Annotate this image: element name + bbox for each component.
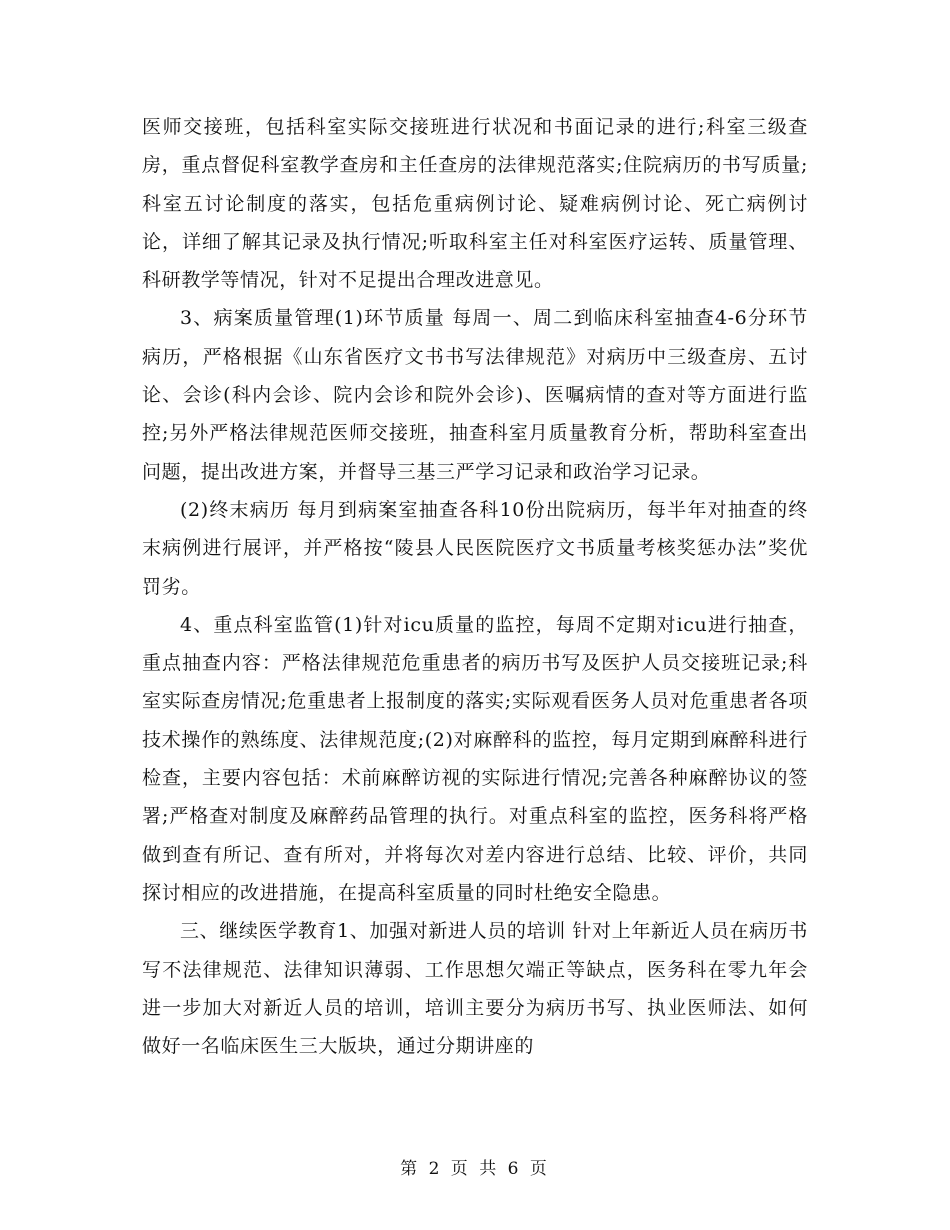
- paragraph-key-department-supervision: 4、重点科室监管(1)针对icu质量的监控，每周不定期对icu进行抽查，重点抽查内容：严格法律规范危重患者的病历书写及医护人员交接班记录;科室实际查房情况;危重患者上报制度的落实;实际观看医务人员对危重患者各项技术操作的熟练度、法律规范度;(2)对麻醉科的监控，每月定期到麻醉科进行检查，主要内容包括：术前麻醉访视的实际进行情况;完善各种麻醉协议的签署;严格查对制度及麻醉药品管理的执行。对重点科室的监控，医务科将严格做到查有所记、查有所对，并将每次对差内容进行总结、比较、评价，共同探讨相应的改进措施，在提高科室质量的同时杜绝安全隐患。: [142, 613, 808, 904]
- document-body: [142, 108, 808, 1065]
- page-number-footer: 第 2 页 共 6 页: [400, 1159, 550, 1179]
- paragraph-continued: 医师交接班，包括科室实际交接班进行状况和书面记录的进行;科室三级查房，重点督促科室教学查房和主任查房的法律规范落实;住院病历的书写质量;科室五讨论制度的落实，包括危重病例讨论、疑难病例讨论、死亡病例讨论，详细了解其记录及执行情况;听取科室主任对科室医疗运转、质量管理、科研教学等情况，针对不足提出合理改进意见。: [142, 116, 808, 292]
- paragraph-medical-record-quality: 3、病案质量管理(1)环节质量 每周一、周二到临床科室抽查4-6分环节病历，严格根据《山东省医疗文书书写法律规范》对病历中三级查房、五讨论、会诊(科内会诊、院内会诊和院外会诊)、医嘱病情的查对等方面进行监控;另外严格法律规范医师交接班，抽查科室月质量教育分析，帮助科室查出问题，提出改进方案，并督导三基三严学习记录和政治学习记录。: [142, 307, 808, 483]
- paragraph-continuing-education: 三、继续医学教育1、加强对新进人员的培训 针对上年新近人员在病历书写不法律规范、法律知识薄弱、工作思想欠端正等缺点，医务科在零九年会进一步加大对新近人员的培训，培训主要分为病历书写、执业医师法、如何做好一名临床医生三大版块，通过分期讲座的: [142, 920, 808, 1058]
- paragraph-final-records: (2)终末病历 每月到病案室抽查各科10份出院病历，每半年对抽查的终末病例进行展评，并严格按“陵县人民医院医疗文书质量考核奖惩办法”奖优罚劣。: [142, 498, 808, 598]
